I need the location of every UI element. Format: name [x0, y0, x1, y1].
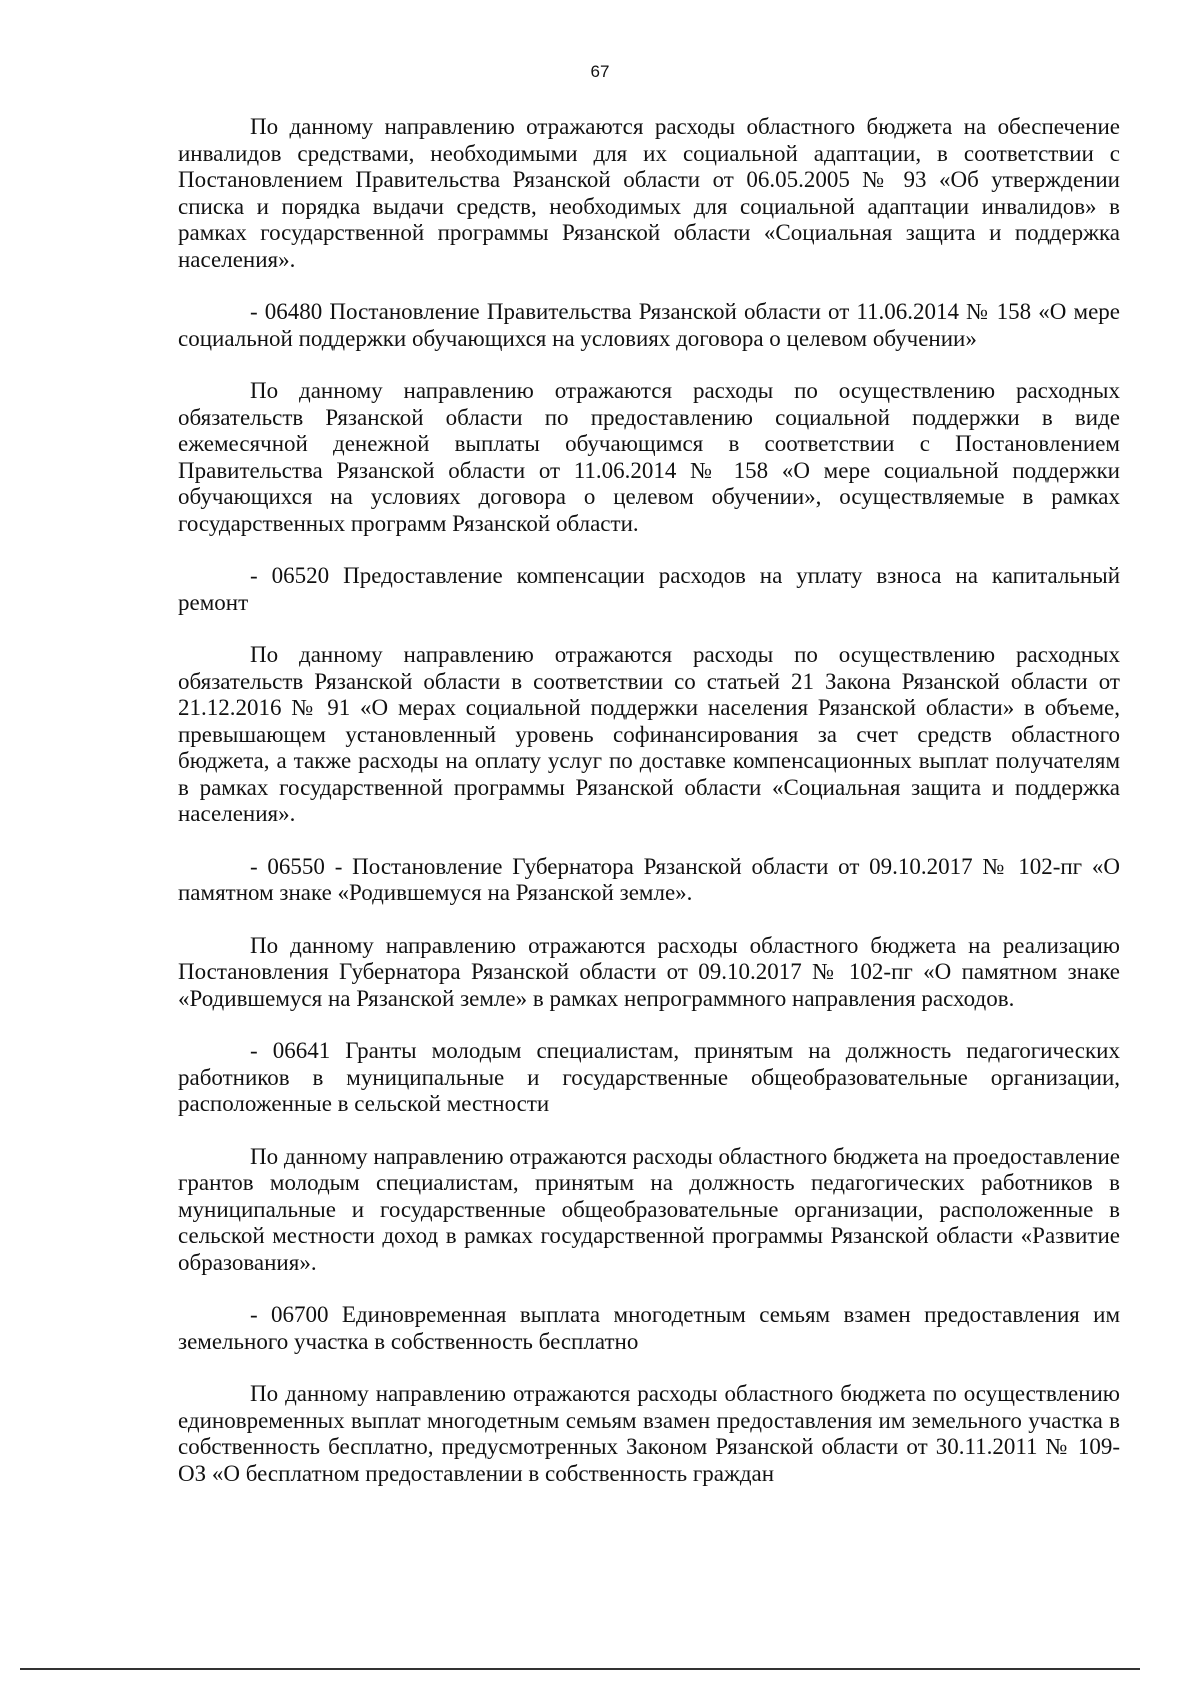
item-06550: - 06550 - Постановление Губернатора Рязанской области от 09.10.2017 № 102-пг «О памятном знаке «Родившемуся на Рязанской земле». [178, 853, 1120, 905]
page-number: 67 [590, 62, 610, 81]
item-06480: - 06480 Постановление Правительства Рязанской области от 11.06.2014 № 158 «О мере социальной поддержки обучающихся на условиях договора о целевом обучении» [178, 299, 1120, 351]
document-body [178, 114, 1120, 1513]
paragraph-memorial-sign: По данному направлению отражаются расходы областного бюджета на реализацию Постановления Губернатора Рязанской области от 09.10.2017 № 102-пг «О памятном знаке «Родившемуся на Рязанской земле» в рамках непрограммного направления расходов. [178, 932, 1120, 1011]
item-06641: - 06641 Гранты молодым специалистам, принятым на должность педагогических работников в муниципальные и государственные общеобразовательные организации, расположенные в сельской местности [178, 1038, 1120, 1116]
bottom-scan-line [20, 1668, 1140, 1670]
paragraph-large-families: По данному направлению отражаются расходы областного бюджета по осуществлению единовременных выплат многодетным семьям взамен предоставления им земельного участка в собственность бесплатно, предусмотренных Законом Рязанской области от 30.11.2011 № 109-ОЗ «О бесплатном предоставлении в собственность граждан [178, 1381, 1120, 1486]
item-06520: - 06520 Предоставление компенсации расходов на уплату взноса на капитальный ремонт [178, 563, 1120, 615]
paragraph-teacher-grants: По данному направлению отражаются расходы областного бюджета на проедоставление грантов молодым специалистам, принятым на должность педагогических работников в муниципальные и государственные общеобразовательные организации, расположенные в сельской местности доход в рамках государственной программы Рязанской области «Развитие образования». [178, 1143, 1120, 1275]
paragraph-disability-aids: По данному направлению отражаются расходы областного бюджета на обеспечение инвалидов средствами, необходимыми для их социальной адаптации, в соответствии с Постановлением Правительства Рязанской области от 06.05.2005 № 93 «Об утверждении списка и порядка выдачи средств, необходимых для социальной адаптации инвалидов» в рамках государственной программы Рязанской области «Социальная защита и поддержка населения». [178, 114, 1120, 272]
paragraph-targeted-education: По данному направлению отражаются расходы по осуществлению расходных обязательств Рязанской области по предоставлению социальной поддержки в виде ежемесячной денежной выплаты обучающимся в соответствии с Постановлением Правительства Рязанской области от 11.06.2014 № 158 «О мере социальной поддержки обучающихся на условиях договора о целевом обучении», осуществляемые в рамках государственных программ Рязанской области. [178, 378, 1120, 536]
paragraph-capital-repair: По данному направлению отражаются расходы по осуществлению расходных обязательств Рязанской области в соответствии со статьей 21 Закона Рязанской области от 21.12.2016 № 91 «О мерах социальной поддержки населения Рязанской области» в объеме, превышающем установленный уровень софинансирования за счет средств областного бюджета, а также расходы на оплату услуг по доставке компенсационных выплат получателям в рамках государственной программы Рязанской области «Социальная защита и поддержка населения». [178, 642, 1120, 826]
item-06700: - 06700 Единовременная выплата многодетным семьям взамен предоставления им земельного участка в собственность бесплатно [178, 1302, 1120, 1354]
